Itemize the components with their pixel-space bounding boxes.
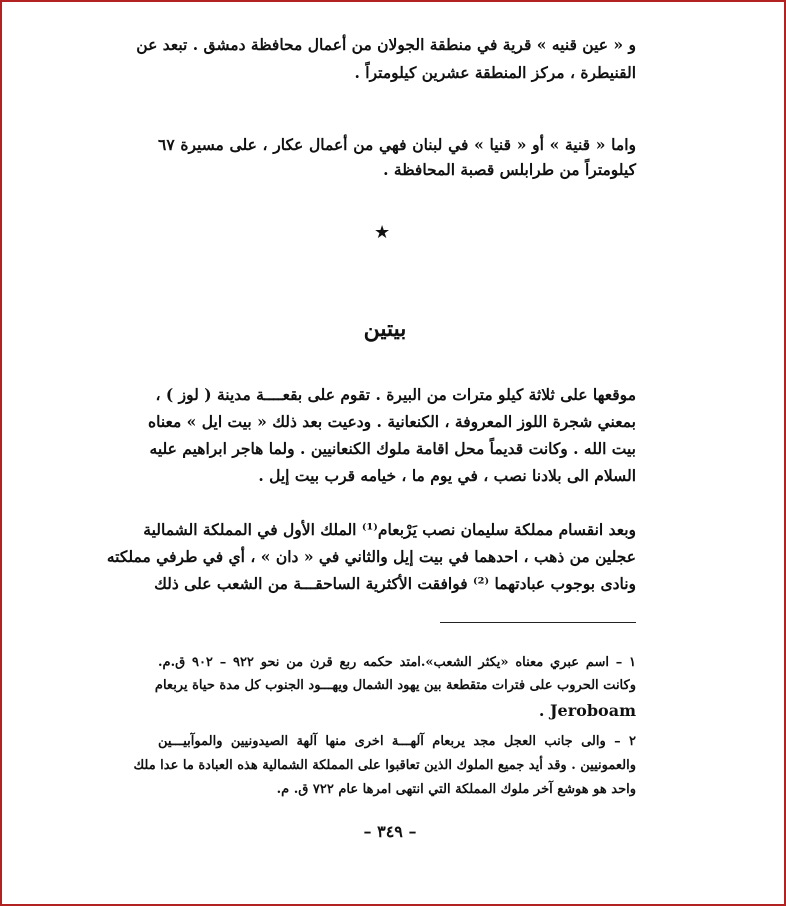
footnote-separator bbox=[440, 622, 636, 623]
footnote-1-line2: وكانت الحروب على فترات متقطعة بين يهود الشمال ويهـــود الجنوب كل مدة حياة يربعام bbox=[154, 678, 636, 693]
intro-para1-line2: القنيطرة ، مركز المنطقة عشرين كيلومتراً . bbox=[354, 63, 636, 82]
footnote-2-line3: واحد هو هوشع آخر ملوك المملكة التي انتهى امرها عام ٧٢٢ ق. م. bbox=[276, 782, 636, 797]
section-divider-star-icon: ★ bbox=[374, 222, 391, 243]
body-para1-line2: بمعني شجرة اللوز المعروفة ، الكنعانية . ودعيت بعد ذلك « بيت ايل » معناه bbox=[147, 412, 636, 431]
footnote-1-latin-text: . Jeroboam bbox=[538, 701, 636, 720]
body-para2-line2: عجلين من ذهب ، احدهما في بيت إيل والثاني في « دان » ، أي في طرفي مملكته bbox=[106, 547, 636, 566]
intro-para2-line1: واما « قنية » أو « قنيا » في لبنان فهي من أعمال عكار ، على مسيرة ٦٧ bbox=[158, 135, 636, 154]
footnote-2-line1: ٢ – والى جانب العجل مجد يربعام آلهـــة اخرى منها آلهة الصيدونيين والموآبيـــين bbox=[158, 734, 636, 749]
body-para1-line1: موقعها على ثلاثة كيلو مترات من البيرة . تقوم على بقعــــة مدينة ( لوز ) ، bbox=[155, 385, 636, 404]
footnote-2-line2: والعمونيين . وقد أيد جميع الملوك الذين تعاقبوا على المملكة الشمالية هذه العبادة ما عدا ملك bbox=[133, 758, 636, 773]
body-para2-line1: وبعد انقسام مملكة سليمان نصب يَرْبعام⁽¹⁾ الملك الأول في المملكة الشمالية bbox=[143, 520, 636, 539]
body-para2-line3: ونادى بوجوب عبادتهما ⁽²⁾ فوافقت الأكثرية الساحقـــة من الشعب على ذلك bbox=[154, 574, 636, 593]
page-number: – ٣٤٩ – bbox=[363, 822, 417, 841]
intro-para1-line1: و « عين قنيه » قرية في منطقة الجولان من أعمال محافظة دمشق . تبعد عن bbox=[136, 35, 636, 54]
body-para1-line3: بيت الله . وكانت قديماً محل اقامة ملوك الكنعانيين . ولما هاجر ابراهيم عليه bbox=[149, 439, 636, 458]
intro-para2-line2: كيلومتراً من طرابلس قصبة المحافظة . bbox=[383, 160, 636, 179]
footnote-1-line1: ١ – اسم عبري معناه «يكثر الشعب».امتد حكمه ربع قرن من نحو ٩٢٢ – ٩٠٢ ق.م. bbox=[158, 655, 636, 670]
body-para1-line4: السلام الى بلادنا نصب ، في يوم ما ، خيامه قرب بيت إيل . bbox=[258, 466, 636, 485]
section-title: بيتين bbox=[363, 316, 407, 342]
footnote-1-latin bbox=[158, 701, 636, 723]
